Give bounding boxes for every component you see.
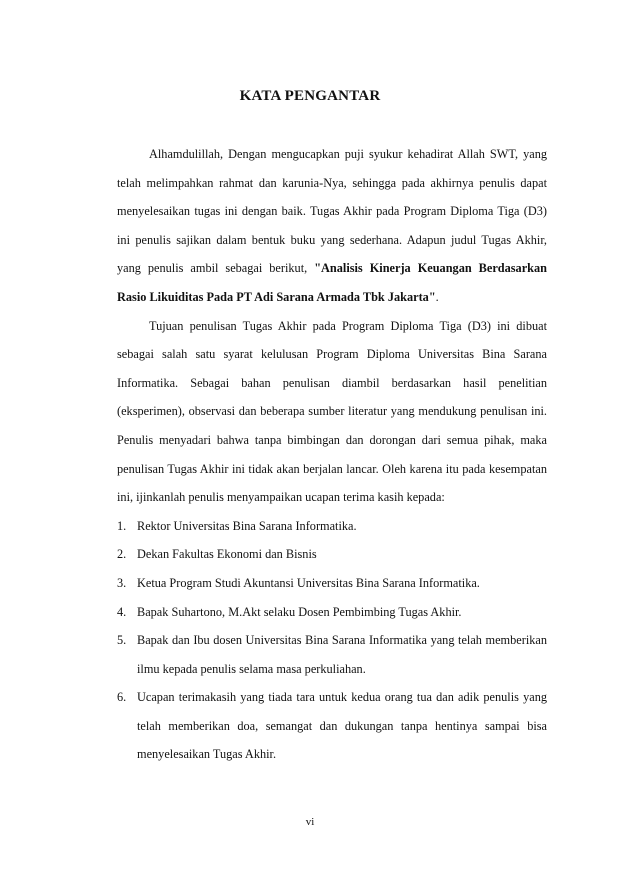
list-text: Bapak Suhartono, M.Akt selaku Dosen Pembimbing Tugas Akhir. (137, 604, 462, 619)
list-number: 5. (117, 633, 127, 648)
list-text: Ketua Program Studi Akuntansi Universitas Bina Sarana Informatika. (137, 575, 480, 590)
list-item (117, 598, 547, 627)
list-item (117, 512, 547, 541)
page-title: KATA PENGANTAR (239, 88, 381, 104)
thesis-title: "Analisis Kinerja Keuangan Berdasarkan Rasio Likuiditas Pada PT Adi Sarana Armada Tbk Jakarta" (117, 261, 547, 304)
list-number: 4. (117, 604, 127, 619)
paragraph-2: Tujuan penulisan Tugas Akhir pada Program Diploma Tiga (D3) ini dibuat sebagai salah satu syarat kelulusan Program Diploma Universitas Bina Sarana Informatika. Sebagai bahan penulisan diambil berdasarkan hasil penelitian (eksperimen), observasi dan beberapa sumber literatur yang mendukung penulisan ini. Penulis menyadari bahwa tanpa bimbingan dan dorongan dari semua pihak, maka penulisan Tugas Akhir ini tidak akan berjalan lancar. Oleh karena itu pada kesempatan ini, ijinkanlah penulis menyampaikan ucapan terima kasih kepada: (117, 318, 547, 505)
list-item (117, 540, 547, 569)
list-number: 1. (117, 518, 127, 533)
list-item (117, 626, 547, 683)
list-item (117, 683, 547, 769)
page-number: vi (305, 816, 315, 828)
list-number: 3. (117, 575, 127, 590)
list-number: 2. (117, 547, 127, 562)
body-text (117, 140, 547, 769)
list-text: Ucapan terimakasih yang tiada tara untuk kedua orang tua dan adik penulis yang telah memberikan doa, semangat dan dukungan tanpa hentinya sampai bisa menyelesaikan Tugas Akhir. (137, 690, 547, 762)
paragraph-1-text: Alhamdulillah, Dengan mengucapkan puji syukur kehadirat Allah SWT, yang telah melimpahkan rahmat dan karunia-Nya, sehingga pada akhirnya penulis dapat menyelesaikan tugas ini dengan baik. Tugas Akhir pada Program Diploma Tiga (D3) ini penulis sajikan dalam bentuk buku yang sederhana. Adapun judul Tugas Akhir, yang penulis ambil sebagai berikut, (117, 147, 547, 276)
paragraph-1-end: . (435, 289, 439, 304)
list-item (117, 569, 547, 598)
acknowledgement-list (117, 512, 547, 769)
paragraph-1 (117, 140, 547, 312)
list-number: 6. (117, 690, 127, 705)
list-text: Bapak dan Ibu dosen Universitas Bina Sarana Informatika yang telah memberikan ilmu kepada penulis selama masa perkuliahan. (137, 633, 547, 676)
list-text: Rektor Universitas Bina Sarana Informatika. (137, 518, 357, 533)
list-text: Dekan Fakultas Ekonomi dan Bisnis (137, 547, 317, 562)
